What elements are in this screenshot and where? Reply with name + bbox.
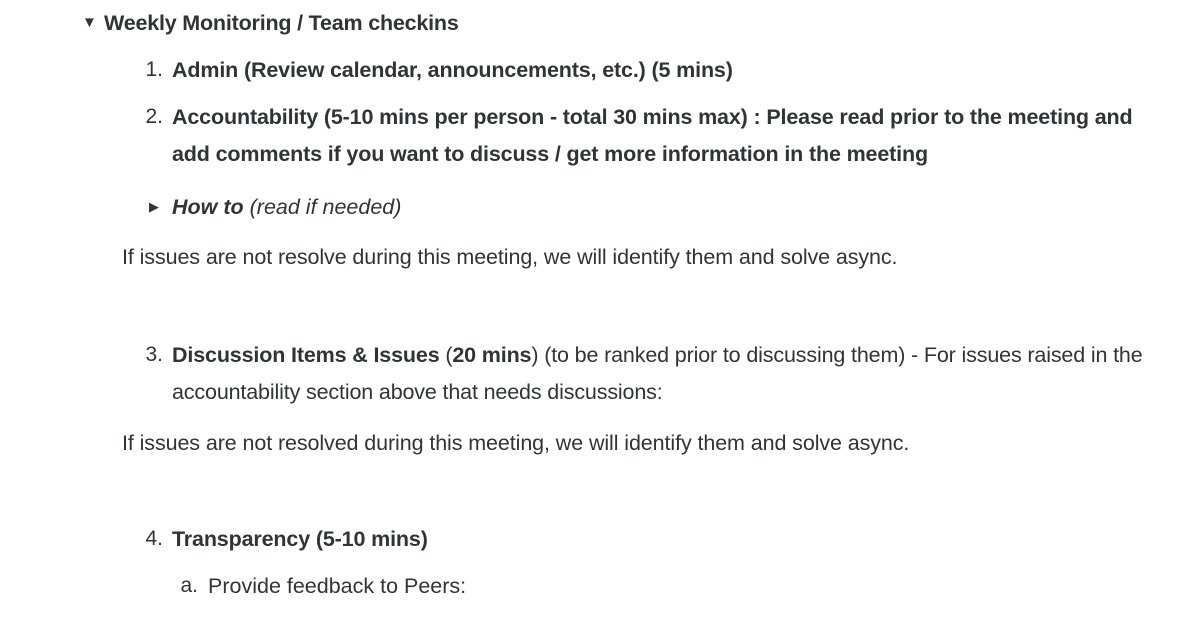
sub-toggle-label-bold: How to <box>172 195 250 219</box>
list-item-text: Accountability (5-10 mins per person - total 30 mins max) : Please read prior to the meeting and add comments if you want to discuss / get more information in the meeting <box>172 105 1133 166</box>
duration-bold: 20 mins <box>452 343 532 367</box>
list-marker: 4. <box>145 527 163 550</box>
discussion-items-regular: (to be ranked prior to discussing them) - For issues raised in the accountability section above that needs discussions: <box>172 343 1143 404</box>
paren-open: ( <box>445 343 453 367</box>
paren-close: ) <box>531 343 539 367</box>
triangle-down-icon[interactable]: ▼ <box>82 14 97 31</box>
sub-list-item <box>172 568 1200 604</box>
list-item-text: Admin (Review calendar, announcements, etc.) (5 mins) <box>172 58 733 82</box>
toggle-block-weekly-monitoring[interactable] <box>82 4 1200 42</box>
empty-block <box>0 275 1200 327</box>
paragraph-async-note-1: If issues are not resolve during this meeting, we will identify them and solve async. <box>122 245 898 269</box>
list-item <box>136 99 1200 173</box>
sub-toggle-label <box>172 189 401 225</box>
list-item <box>136 337 1200 411</box>
list-item-text: Transparency (5-10 mins) <box>172 527 428 551</box>
sub-list-marker: a. <box>180 574 198 597</box>
toggle-block-how-to[interactable] <box>136 189 1200 225</box>
list-marker: 1. <box>145 58 163 81</box>
empty-block <box>0 461 1200 511</box>
page-title: Weekly Monitoring / Team checkins <box>104 11 459 35</box>
list-marker: 2. <box>145 105 163 128</box>
sub-list-item-text: Provide feedback to Peers: <box>208 574 467 598</box>
triangle-right-icon[interactable]: ▶ <box>149 199 159 214</box>
list-item-text <box>172 337 1147 411</box>
discussion-items-bold: Discussion Items & Issues <box>172 343 446 367</box>
list-item <box>136 521 1200 558</box>
list-item <box>136 52 1200 89</box>
paragraph-async-note-2: If issues are not resolved during this meeting, we will identify them and solve async. <box>122 431 910 455</box>
sub-toggle-label-regular: (read if needed) <box>249 195 402 219</box>
list-marker: 3. <box>145 343 163 366</box>
